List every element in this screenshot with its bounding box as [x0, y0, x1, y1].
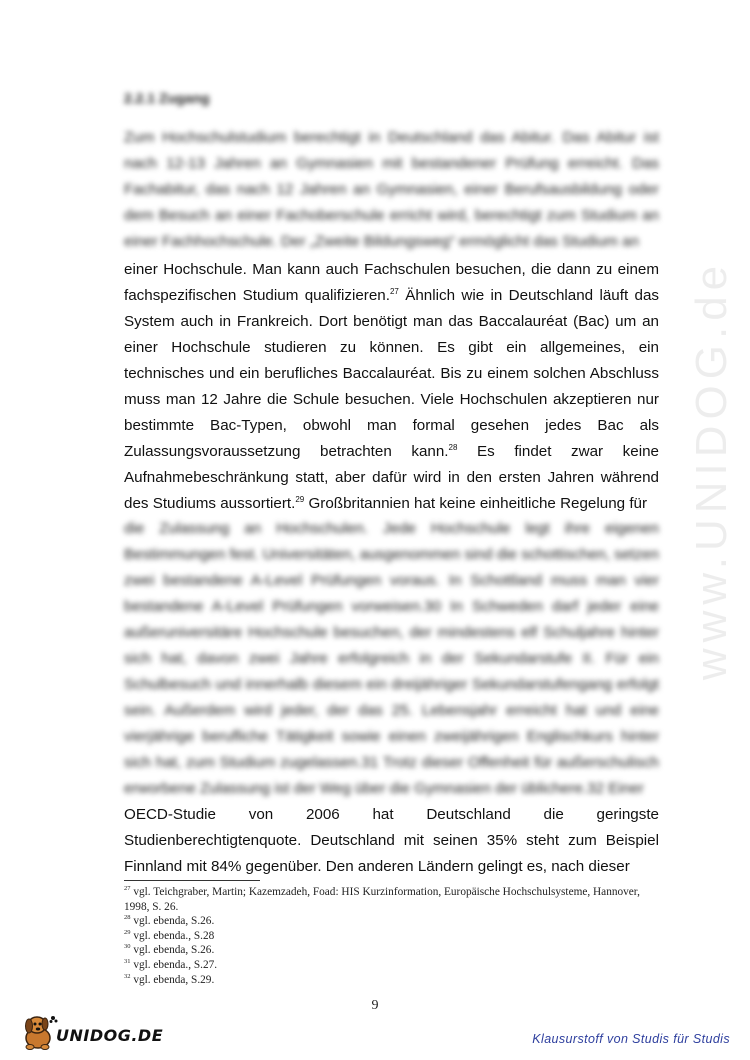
footnote-item — [124, 929, 664, 944]
footnote-number: 30 — [124, 943, 131, 951]
footnote-item — [124, 958, 664, 973]
footnote-text: vgl. Teichgraber, Martin; Kazemzadeh, Foad: HIS Kurzinformation, Europäische Hochschulsysteme, Hannover, 1998, S. 26. — [124, 886, 640, 913]
footnote-number: 28 — [124, 914, 131, 922]
footnote-divider — [124, 880, 260, 881]
visible-paragraph-2 — [124, 802, 659, 880]
footnote-item — [124, 943, 664, 958]
footnotes — [124, 885, 664, 987]
footnote-number: 27 — [124, 885, 131, 893]
footnote-ref-28[interactable]: 28 — [448, 442, 458, 452]
section-heading: 2.2.1 Zugang — [124, 90, 210, 106]
footnote-item — [124, 885, 664, 914]
dog-icon — [20, 1012, 58, 1052]
logo-text: UNIDOG.DE — [56, 1025, 164, 1045]
footnote-text: vgl. ebenda., S.27. — [130, 958, 218, 971]
footnote-item — [124, 973, 664, 988]
footnote-item — [124, 914, 664, 929]
unidog-logo[interactable] — [20, 1012, 163, 1052]
footnote-number: 32 — [124, 972, 131, 980]
text-part: Es findet zwar keine Aufnahmebeschränkung statt, aber dafür wird in den ersten Jahren während des Studiums aussortiert. — [124, 443, 659, 512]
footnote-ref-29[interactable]: 29 — [295, 494, 305, 504]
visible-text — [124, 257, 659, 517]
footnote-ref-27[interactable]: 27 — [389, 286, 399, 296]
footnote-text: vgl. ebenda., S.28 — [130, 929, 215, 942]
footer-tagline: Klausurstoff von Studis für Studis — [532, 1032, 730, 1046]
blurred-paragraph-top — [124, 125, 659, 255]
blurred-paragraph-bottom — [124, 516, 659, 802]
footnote-text: vgl. ebenda, S.26. — [130, 944, 215, 957]
footnote-number: 31 — [124, 958, 131, 966]
footnote-text: vgl. ebenda, S.29. — [130, 973, 215, 986]
blurred-text-bottom: die Zulassung an Hochschulen. Jede Hochschule legt ihre eigenen Bestimmungen fest. Universitäten, ausgenommen sind die schottischen, setzen zwei bestandene A-Level Prüfungen voraus. In Schottland muss man vier bestandene A-Level Prüfungen vorweisen.30 In Schweden darf jeder eine außeruniversitäre Hochschule besuchen, der mindestens elf Schuljahre hinter sich hat, davon zwei Jahre erfolgreich in der Sekundarstufe II. Für ein Schulbesuch und innerhalb diesem ein dreijähriger Sekundarstufengang erfolgt sein. Außerdem wird jeder, der das 25. Lebensjahr erreicht hat und eine vierjährige berufliche Tätigkeit sowie einen zweijährigen Englischkurs hinter sich hat, zum Studium zugelassen.31 Trotz dieser Offenheit für außerschulisch erworbene Zulassung ist der Weg über die Gymnasien der üblichere.32 Einer — [124, 520, 659, 797]
watermark: www.UNIDOG.de — [687, 259, 736, 681]
footnote-number: 29 — [124, 929, 131, 937]
text-part: Ähnlich wie in Deutschland läuft das System auch in Frankreich. Dort benötigt man das Baccalauréat (Bac) um an einer Hochschule studieren zu können. Es gibt ein allgemeines, ein technisches und ein berufliches Baccalauréat. Bis zu einem solchen Abschluss muss man 12 Jahre die Schule besuchen. Viele Hochschulen akzeptieren nur bestimmte Bac-Typen, obwohl man formal gesehen jedes Bac als Zulassungsvoraussetzung betrachten kann. — [124, 287, 659, 460]
page-number: 9 — [371, 998, 379, 1013]
visible-paragraph — [124, 257, 659, 517]
text-part: einer Hochschule. Man kann auch Fachschulen besuchen, die dann zu einem fachspezifischen Studium qualifizieren. — [124, 261, 659, 304]
visible-text-2: OECD-Studie von 2006 hat Deutschland die geringste Studienberechtigtenquote. Deutschland mit seinen 35% steht zum Beispiel Finnland mit 84% gegenüber. Den anderen Ländern gelingt es, nach dieser — [124, 806, 659, 875]
blurred-text-top: Zum Hochschulstudium berechtigt in Deutschland das Abitur. Das Abitur ist nach 12-13 Jahren an Gymnasien mit bestandener Prüfung erreicht. Das Fachabitur, das nach 12 Jahren an Gymnasien, einer Berufsausbildung oder dem Besuch an einer Fachoberschule erricht wird, berechtigt zum Studium an einer Fachhochschule. Der „Zweite Bildungsweg“ ermöglicht das Studium an — [124, 129, 659, 250]
footnote-text: vgl. ebenda, S.26. — [130, 915, 215, 928]
text-part: Großbritannien hat keine einheitliche Regelung für — [304, 495, 648, 512]
